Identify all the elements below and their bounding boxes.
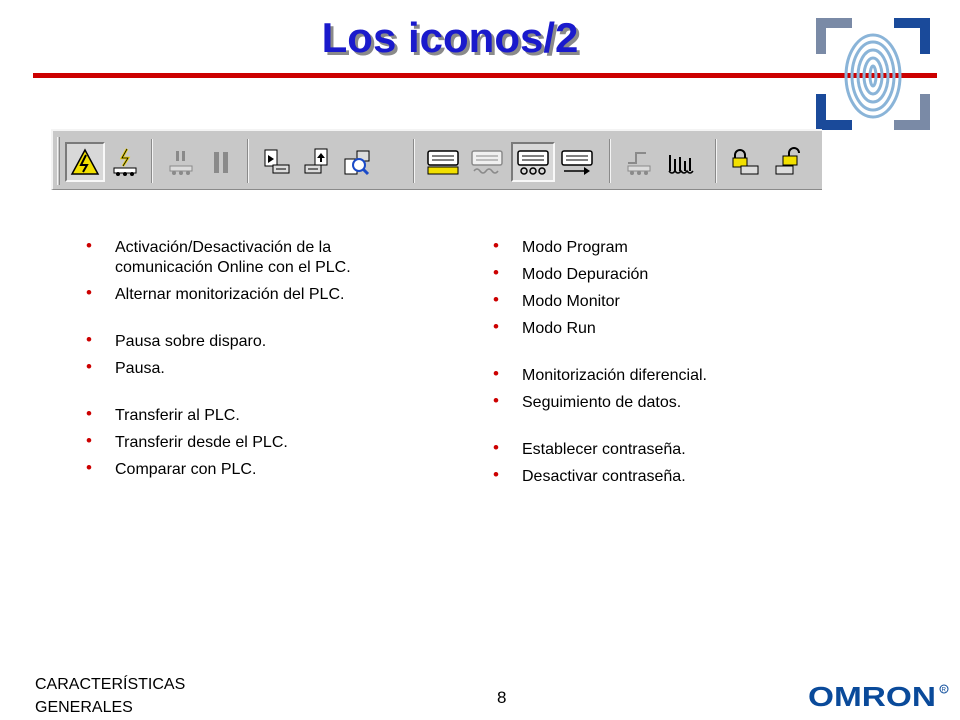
toolbar-separator: [609, 139, 611, 183]
list-item: • Monitorización diferencial.: [486, 366, 866, 386]
debug-mode-icon: [470, 147, 504, 177]
toolbar-button-pause[interactable]: [201, 142, 241, 182]
footer-line: GENERALES: [35, 699, 133, 716]
list-item: • Desactivar contraseña.: [486, 467, 866, 487]
toolbar-button-run-mode[interactable]: [557, 142, 597, 182]
monitor-mode-icon: [516, 147, 550, 177]
cx-programmer-toolbar: [51, 129, 822, 190]
toolbar-button-transfer-to[interactable]: [257, 142, 297, 182]
toolbar-separator: [151, 139, 153, 183]
toolbar-separator: [715, 139, 717, 183]
list-item: • Pausa sobre disparo.: [79, 332, 449, 352]
list-item: • Seguimiento de datos.: [486, 393, 866, 413]
toolbar-button-data-trace[interactable]: [661, 142, 701, 182]
set-password-icon: [729, 147, 761, 177]
slide-title: Los iconos/2: [321, 14, 579, 61]
online-warning-icon: [70, 147, 100, 177]
list-item: • Modo Depuración: [486, 265, 866, 285]
title-rule: [33, 73, 937, 78]
footer-section-label: [35, 673, 185, 719]
release-password-icon: [773, 147, 805, 177]
transfer-to-plc-icon: [262, 147, 292, 177]
toolbar-button-debug-mode[interactable]: [467, 142, 507, 182]
toolbar-button-transfer-from[interactable]: [297, 142, 337, 182]
omron-wordmark: OMRON: [808, 683, 936, 709]
transfer-from-plc-icon: [302, 147, 332, 177]
omron-logo: [808, 683, 950, 709]
list-item: • Modo Program: [486, 238, 866, 258]
toolbar-button-monitor-mode[interactable]: [511, 142, 555, 182]
compare-with-plc-icon: [342, 147, 372, 177]
svg-text:R: R: [941, 687, 946, 694]
toolbar-separator: [413, 139, 415, 183]
toolbar-button-compare[interactable]: [337, 142, 377, 182]
left-bullet-list: [79, 238, 449, 480]
list-item: • Modo Monitor: [486, 292, 866, 312]
toolbar-button-program-mode[interactable]: [423, 142, 463, 182]
list-item: • Transferir al PLC.: [79, 406, 449, 426]
list-item: • Alternar monitorización del PLC.: [79, 285, 449, 305]
page-number: 8: [497, 688, 507, 707]
list-item-text: Activación/Desactivación de la: [115, 239, 332, 256]
toolbar-button-differential-monitor[interactable]: [619, 142, 659, 182]
list-item: • Modo Run: [486, 319, 866, 339]
list-item: • Pausa.: [79, 359, 449, 379]
list-item: • Establecer contraseña.: [486, 440, 866, 460]
toolbar-button-pause-trigger[interactable]: [161, 142, 201, 182]
list-item: • Comparar con PLC.: [79, 460, 449, 480]
toolbar-grip[interactable]: [57, 137, 60, 185]
toolbar-button-online[interactable]: [65, 142, 105, 182]
right-bullet-list: [486, 238, 866, 487]
fingerprint-logo-icon: [812, 14, 934, 134]
toolbar-button-release-password[interactable]: [769, 142, 809, 182]
toolbar-separator: [247, 139, 249, 183]
pause-icon: [206, 147, 236, 177]
program-mode-icon: [426, 147, 460, 177]
toolbar-button-monitor-toggle[interactable]: [105, 142, 145, 182]
list-item: [79, 238, 449, 278]
plc-monitor-toggle-icon: [110, 147, 140, 177]
toolbar-button-set-password[interactable]: [725, 142, 765, 182]
data-trace-icon: [666, 147, 696, 177]
differential-monitor-icon: [624, 147, 654, 177]
list-item-text: comunicación Online con el PLC.: [115, 259, 351, 276]
list-item: • Transferir desde el PLC.: [79, 433, 449, 453]
footer-line: CARACTERÍSTICAS: [35, 676, 186, 693]
run-mode-icon: [560, 147, 594, 177]
pause-on-trigger-icon: [166, 147, 196, 177]
